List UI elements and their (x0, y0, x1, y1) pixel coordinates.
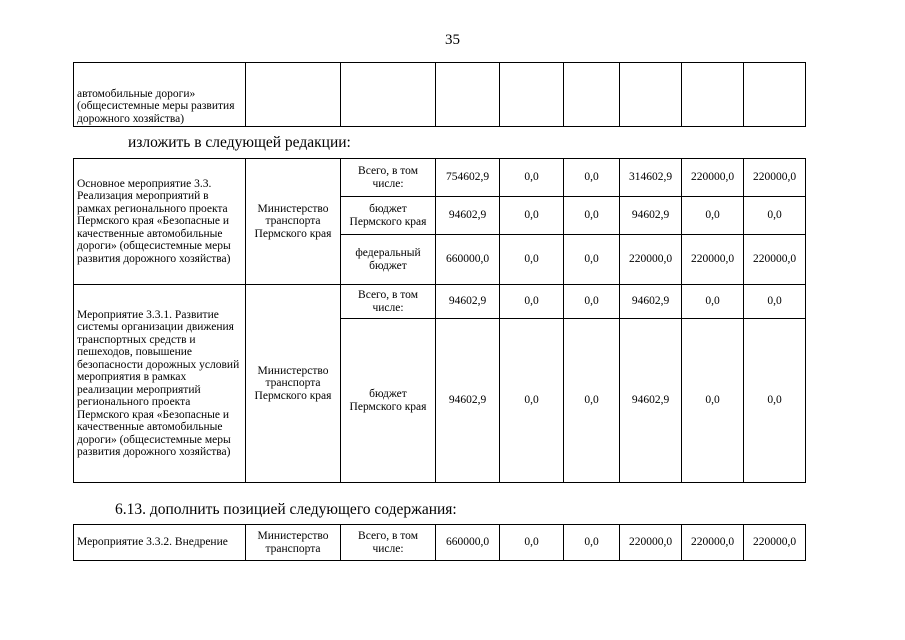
empty-cell (620, 63, 682, 127)
top-fragment-table (73, 62, 806, 127)
value-cell: 220000,0 (744, 235, 806, 285)
empty-cell (246, 63, 341, 127)
funding-source: федеральный бюджет (341, 235, 436, 285)
top-fragment-description: автомобильные дороги» (общесистемные меры развития дорожного хозяйства) (74, 63, 246, 127)
value-cell: 94602,9 (620, 285, 682, 319)
value-cell: 0,0 (682, 285, 744, 319)
value-cell: 220000,0 (682, 159, 744, 197)
value-cell: 0,0 (500, 197, 564, 235)
funding-source: Всего, в том числе: (341, 159, 436, 197)
value-cell: 220000,0 (744, 525, 806, 561)
value-cell: 0,0 (564, 197, 620, 235)
value-cell: 0,0 (744, 197, 806, 235)
value-cell: 660000,0 (436, 235, 500, 285)
value-cell: 0,0 (564, 285, 620, 319)
executor: Министерство транспорта Пермского края (246, 159, 341, 285)
value-cell: 94602,9 (436, 197, 500, 235)
value-cell: 0,0 (500, 159, 564, 197)
executor: Министерство транспорта Пермского края (246, 285, 341, 483)
executor: Министерство транспорта (246, 525, 341, 561)
value-cell: 0,0 (682, 319, 744, 483)
activity-description: Мероприятие 3.3.2. Внедрение (74, 525, 246, 561)
value-cell: 0,0 (500, 235, 564, 285)
value-cell: 314602,9 (620, 159, 682, 197)
page-number: 35 (445, 32, 460, 48)
value-cell: 94602,9 (620, 197, 682, 235)
value-cell: 0,0 (564, 235, 620, 285)
empty-cell (341, 63, 436, 127)
value-cell: 94602,9 (436, 285, 500, 319)
value-cell: 220000,0 (682, 525, 744, 561)
funding-source: бюджет Пермского края (341, 319, 436, 483)
value-cell: 94602,9 (620, 319, 682, 483)
value-cell: 0,0 (500, 525, 564, 561)
main-table (73, 158, 806, 483)
value-cell: 0,0 (564, 159, 620, 197)
value-cell: 220000,0 (620, 235, 682, 285)
instruction-text: изложить в следующей редакции: (128, 134, 351, 151)
value-cell: 0,0 (564, 319, 620, 483)
funding-source: Всего, в том числе: (341, 285, 436, 319)
value-cell: 220000,0 (682, 235, 744, 285)
value-cell: 0,0 (744, 285, 806, 319)
empty-cell (744, 63, 806, 127)
value-cell: 0,0 (500, 319, 564, 483)
empty-cell (436, 63, 500, 127)
bottom-table (73, 524, 806, 561)
value-cell: 94602,9 (436, 319, 500, 483)
value-cell: 0,0 (744, 319, 806, 483)
value-cell: 220000,0 (620, 525, 682, 561)
empty-cell (682, 63, 744, 127)
activity-description: Мероприятие 3.3.1. Развитие системы организации движения транспортных средств и пешеходов, повышение безопасности дорожных условий мероприятия в рамках реализации мероприятий регионального проекта Пермского края «Безопасные и качественные автомобильные дороги» (общесистемные меры развития дорожного хозяйства) (74, 285, 246, 483)
activity-description: Основное мероприятие 3.3. Реализация мероприятий в рамках регионального проекта Пермского края «Безопасные и качественные автомобильные дороги» (общесистемные меры развития дорожного хозяйства) (74, 159, 246, 285)
value-cell: 660000,0 (436, 525, 500, 561)
value-cell: 0,0 (682, 197, 744, 235)
value-cell: 0,0 (500, 285, 564, 319)
funding-source: Всего, в том числе: (341, 525, 436, 561)
value-cell: 754602,9 (436, 159, 500, 197)
empty-cell (564, 63, 620, 127)
funding-source: бюджет Пермского края (341, 197, 436, 235)
value-cell: 0,0 (564, 525, 620, 561)
empty-cell (500, 63, 564, 127)
value-cell: 220000,0 (744, 159, 806, 197)
instruction-text: 6.13. дополнить позицией следующего содержания: (115, 501, 457, 518)
